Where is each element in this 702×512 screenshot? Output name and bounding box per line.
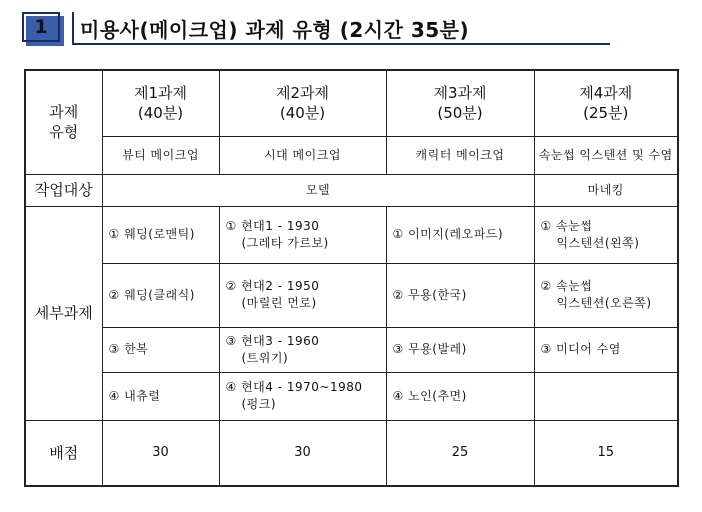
detail-row	[25, 263, 678, 327]
task-time: (40분)	[279, 104, 326, 123]
score-value: 15	[534, 420, 678, 486]
detail-cell	[534, 263, 678, 327]
target-model: 모델	[102, 174, 534, 206]
section-number: 1	[22, 12, 60, 42]
section-title: 미용사(메이크업) 과제 유형 (2시간 35분)	[80, 18, 470, 42]
score-value: 30	[102, 420, 219, 486]
score-value: 30	[219, 420, 386, 486]
cell-line: 유형	[49, 123, 79, 142]
heading-divider	[72, 12, 74, 45]
cell-line: ④ 내츄럴	[108, 388, 161, 403]
header-row	[25, 70, 678, 136]
task-name-1: 뷰티 메이크업	[102, 136, 219, 174]
cell-line: 과제	[49, 103, 79, 122]
target-mannequin: 마네킹	[534, 174, 678, 206]
task-number: 제3과제	[433, 84, 487, 103]
cell-line: (그레타 가르보)	[241, 235, 329, 250]
target-label: 작업대상	[25, 174, 102, 206]
cell-line: (마릴린 먼로)	[241, 296, 317, 310]
detail-cell	[386, 263, 534, 327]
detail-cell	[386, 372, 534, 420]
detail-cell	[534, 206, 678, 263]
cell-line: ③ 미디어 수염	[540, 342, 621, 356]
task-name-2: 시대 메이크업	[219, 136, 386, 174]
section-heading	[22, 12, 592, 44]
task-name-row	[25, 136, 678, 174]
detail-cell	[219, 327, 386, 372]
column-header-2	[219, 70, 386, 136]
task-time: (25분)	[583, 104, 629, 123]
detail-cell	[219, 206, 386, 263]
cell-line: ④ 현대4 - 1970~1980	[225, 380, 363, 394]
task-table	[24, 69, 679, 487]
detail-cell	[219, 263, 386, 327]
detail-label: 세부과제	[25, 206, 102, 420]
row-label-task-type	[25, 70, 102, 174]
detail-cell	[386, 327, 534, 372]
cell-line: (펑크)	[241, 397, 277, 411]
score-value: 25	[386, 420, 534, 486]
task-name-3: 캐릭터 메이크업	[386, 136, 534, 174]
task-time: (40분)	[137, 104, 184, 123]
task-time: (50분)	[437, 104, 483, 123]
score-row	[25, 420, 678, 486]
task-name-4: 속눈썹 익스텐션 및 수염	[534, 136, 678, 174]
task-number: 제1과제	[133, 84, 187, 103]
column-header-3	[386, 70, 534, 136]
detail-cell	[102, 372, 219, 420]
cell-line: ② 속눈썹	[540, 279, 593, 293]
cell-line: (트위기)	[241, 350, 289, 365]
cell-line: 익스텐션(왼쪽)	[556, 235, 640, 250]
cell-line: ① 웨딩(로맨틱)	[108, 227, 195, 241]
detail-row	[25, 206, 678, 263]
cell-line: ① 이미지(레오파드)	[392, 227, 504, 241]
detail-cell	[102, 206, 219, 263]
detail-cell	[102, 327, 219, 372]
detail-cell	[534, 372, 678, 420]
detail-cell	[386, 206, 534, 263]
column-header-1	[102, 70, 219, 136]
cell-line: ② 무용(한국)	[392, 287, 467, 302]
target-row	[25, 174, 678, 206]
task-number: 제2과제	[275, 84, 329, 103]
cell-line: ② 웨딩(클래식)	[108, 287, 195, 302]
cell-line: ④ 노인(추면)	[392, 388, 467, 403]
score-label: 배점	[25, 420, 102, 486]
cell-line: ① 속눈썹	[540, 218, 593, 233]
cell-line: ① 현대1 - 1930	[225, 218, 320, 233]
detail-cell	[102, 263, 219, 327]
detail-cell	[219, 372, 386, 420]
cell-line: 익스텐션(오른쪽)	[556, 296, 652, 310]
cell-line: ② 현대2 - 1950	[225, 279, 320, 293]
detail-cell	[534, 327, 678, 372]
cell-line: ③ 한복	[108, 342, 149, 356]
detail-row	[25, 327, 678, 372]
cell-line: ③ 무용(발레)	[392, 342, 467, 356]
detail-row	[25, 372, 678, 420]
column-header-4	[534, 70, 678, 136]
heading-underline	[72, 43, 610, 45]
task-number: 제4과제	[579, 84, 633, 103]
task-type-label	[26, 102, 102, 142]
cell-line: ③ 현대3 - 1960	[225, 333, 320, 348]
